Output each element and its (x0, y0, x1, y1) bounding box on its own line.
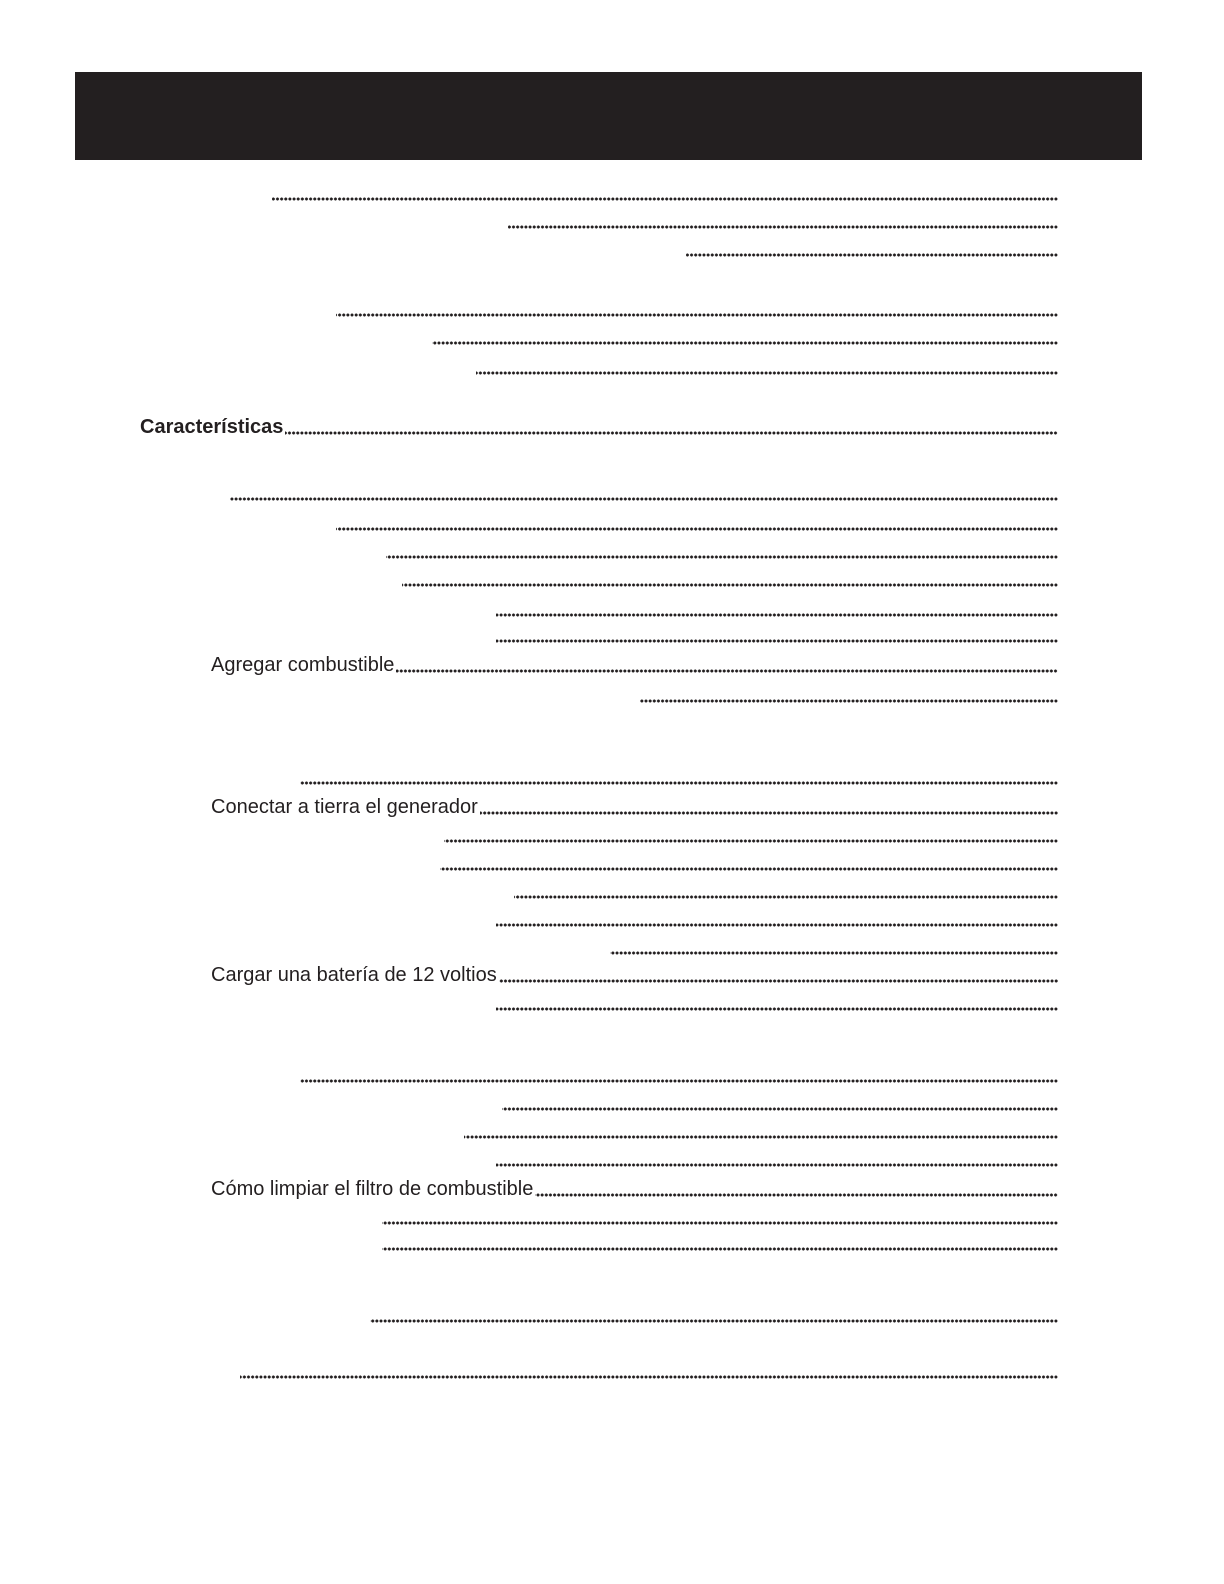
dot-leader (402, 583, 1058, 587)
dot-leader (610, 951, 1058, 955)
dot-leader (386, 555, 1058, 559)
dot-leader (300, 781, 1058, 785)
toc-entry (686, 236, 1058, 262)
dot-leader (432, 341, 1058, 345)
dot-leader (382, 1221, 1058, 1225)
dot-leader (480, 811, 1058, 815)
dot-leader (336, 313, 1058, 317)
dot-leader (496, 613, 1058, 617)
dot-leader (300, 1079, 1058, 1083)
toc-entry (382, 1204, 1058, 1230)
dot-leader (272, 197, 1058, 201)
toc-entry (496, 622, 1058, 648)
dot-leader (508, 225, 1058, 229)
toc-entry (496, 596, 1058, 622)
toc-entry (496, 1146, 1058, 1172)
dot-leader (285, 431, 1058, 435)
dot-leader (499, 979, 1058, 983)
dot-leader (496, 639, 1058, 643)
toc-entry (211, 1176, 1058, 1202)
toc-entry (476, 354, 1058, 380)
toc-entry (508, 208, 1058, 234)
toc-entry (514, 878, 1058, 904)
toc-entry (432, 324, 1058, 350)
toc-entry (440, 850, 1058, 876)
toc-entry (336, 510, 1058, 536)
toc-entry (140, 414, 1058, 440)
toc-entry-label: Agregar combustible (211, 654, 395, 676)
dot-leader (464, 1135, 1058, 1139)
dot-leader (640, 699, 1058, 703)
dot-leader (444, 839, 1058, 843)
dot-leader (535, 1193, 1058, 1197)
toc-entry (240, 1358, 1058, 1384)
toc-entry (386, 538, 1058, 564)
dot-leader (230, 497, 1058, 501)
toc-entry (336, 296, 1058, 322)
toc-entry (502, 1090, 1058, 1116)
toc-entry (496, 990, 1058, 1016)
dot-leader (496, 923, 1058, 927)
toc-entry (444, 822, 1058, 848)
toc-entry-label: Características (140, 416, 284, 438)
dot-leader (336, 527, 1058, 531)
dot-leader (502, 1107, 1058, 1111)
dot-leader (240, 1375, 1058, 1379)
dot-leader (382, 1247, 1058, 1251)
toc-entry (464, 1118, 1058, 1144)
dot-leader (476, 371, 1058, 375)
toc-entry (402, 566, 1058, 592)
toc-entry (640, 682, 1058, 708)
dot-leader (514, 895, 1058, 899)
dot-leader (440, 867, 1058, 871)
dot-leader (370, 1319, 1058, 1323)
toc-entry (211, 962, 1058, 988)
toc-entry (496, 906, 1058, 932)
toc-entry-label: Conectar a tierra el generador (211, 796, 478, 818)
dot-leader (496, 1007, 1058, 1011)
toc-entry-label: Cómo limpiar el filtro de combustible (211, 1178, 534, 1200)
toc-entry (230, 480, 1058, 506)
toc-entry (610, 934, 1058, 960)
dot-leader (396, 669, 1058, 673)
dot-leader (496, 1163, 1058, 1167)
toc-entry (300, 1062, 1058, 1088)
toc-entry (382, 1230, 1058, 1256)
toc-entry (300, 764, 1058, 790)
toc-entry (211, 652, 1058, 678)
toc-entry (211, 794, 1058, 820)
toc-entry-label: Cargar una batería de 12 voltios (211, 964, 497, 986)
toc-entry (370, 1302, 1058, 1328)
toc-entry (272, 180, 1058, 206)
dot-leader (686, 253, 1058, 257)
